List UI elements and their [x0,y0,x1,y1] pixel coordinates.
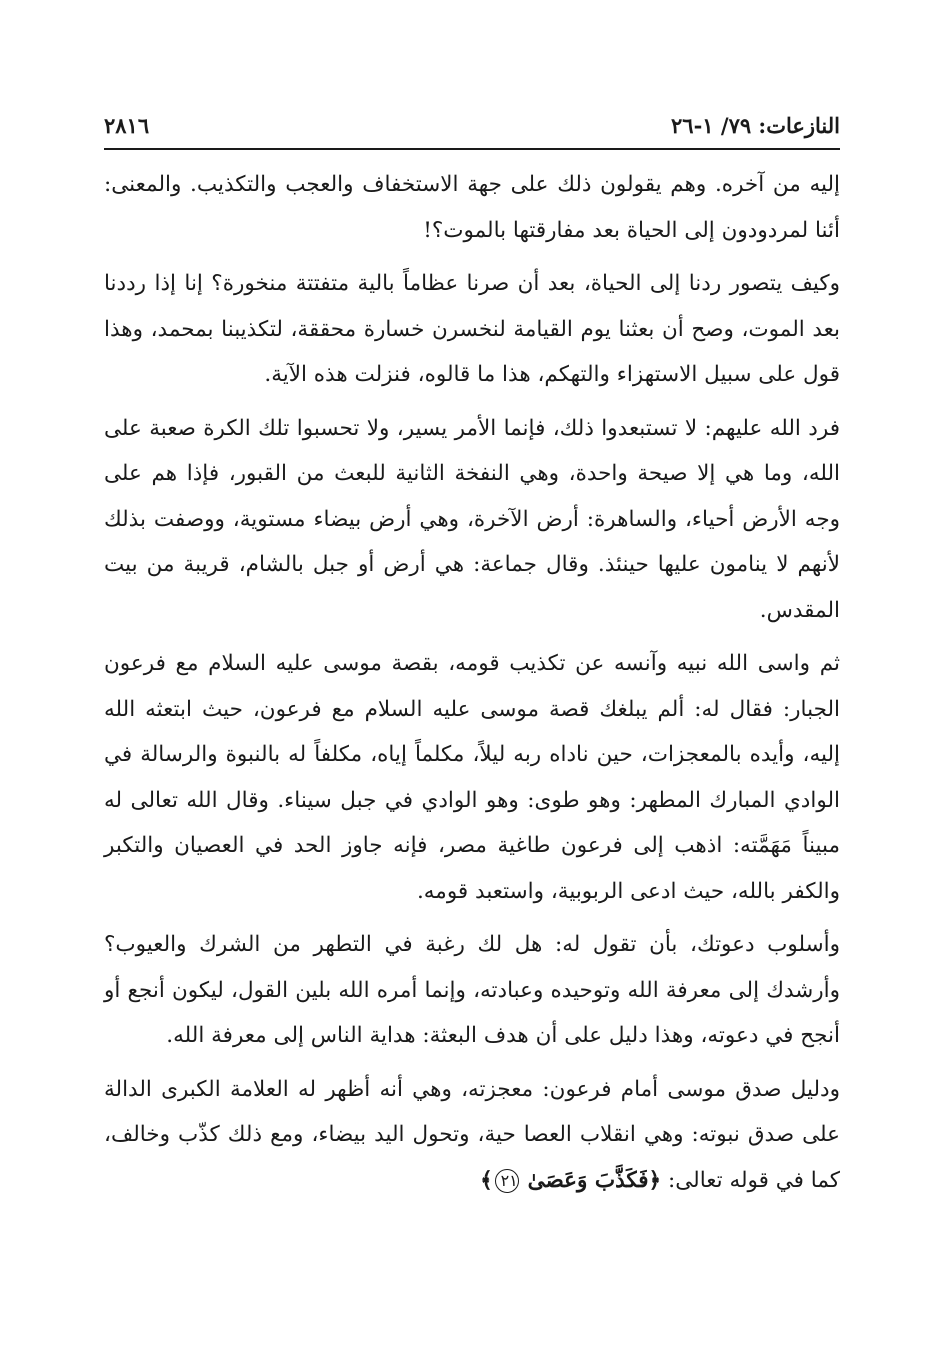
document-page [104,108,840,1211]
paragraph-1: إليه من آخره. وهم يقولون ذلك على جهة الاستخفاف والعجب والتكذيب. والمعنى: أئنا لمردودون إلى الحياة بعد مفارقتها بالموت؟! [104,172,840,243]
paragraph-6 [104,1067,840,1204]
paragraph-6-text: ودليل صدق موسى أمام فرعون: معجزته، وهي أنه أظهر له العلامة الكبرى الدالة على صدق نبوته: وهي انقلاب العصا حية، وتحول اليد بيضاء، ومع ذلك كذّب وخالف، كما في قوله تعالى: [104,1076,840,1193]
quran-close-bracket: ﴾ [480,1167,493,1193]
paragraph-3: فرد الله عليهم: لا تستبعدوا ذلك، فإنما الأمر يسير، ولا تحسبوا تلك الكرة صعبة على الله، وما هي إلا صيحة واحدة، وهي النفخة الثانية للبعث من القبور، فإذا هم على وجه الأرض أحياء، والساهرة: أرض الآخرة، وهي أرض بيضاء مستوية، ووصفت بذلك لأنهم لا ينامون عليها حينئذ. وقال جماعة: هي أرض أو جبل بالشام، قريبة من بيت المقدس. [104,415,840,623]
quran-open-bracket: ﴿ [648,1167,662,1193]
paragraph-4: ثم واسى الله نبيه وآنسه عن تكذيب قومه، بقصة موسى عليه السلام مع فرعون الجبار: فقال له: ألم يبلغك قصة موسى عليه السلام مع فرعون، حيث ابتعثه الله إليه، وأيده بالمعجزات، حين ناداه ربه ليلاً، مكلماً إياه، مكلفاً له بالنبوة والرسالة في الوادي المبارك المطهر: وهو طوى: وهو الوادي في جبل سيناء. وقال الله تعالى له مبيناً مَهَمَّته: اذهب إلى فرعون طاغية مصر، فإنه جاوز الحد في العصيان والتكبر والكفر بالله، حيث ادعى الربوبية، واستعبد قومه. [104,651,840,904]
page-header [104,108,840,150]
paragraph-5: وأسلوب دعوتك، بأن تقول له: هل لك رغبة في التطهر من الشرك والعيوب؟ وأرشدك إلى معرفة الله وتوحيده وعبادته، وإنما أمره الله بلين القول، ليكون أنجع أو أنجح في دعوته، وهذا دليل على أن هدف البعثة: هداية الناس إلى معرفة الله. [104,932,840,1048]
paragraph-2: وكيف يتصور ردنا إلى الحياة، بعد أن صرنا عظاماً بالية متفتتة منخورة؟ إنا إذا رددنا بعد الموت، وصح أن بعثنا يوم القيامة لنخسرن خسارة محققة، لتكذيبنا بمحمد، وهذا قول على سبيل الاستهزاء والتهكم، هذا ما قالوه، فنزلت هذه الآية. [104,271,840,387]
ayah-number-marker: ٢١ [495,1169,519,1193]
running-title: النازعات: ٧٩/ ١-٢٦ [671,113,840,138]
quran-verse: فَكَذَّبَ وَعَصَىٰ [527,1167,649,1193]
page-number: ٢٨١٦ [104,113,150,138]
